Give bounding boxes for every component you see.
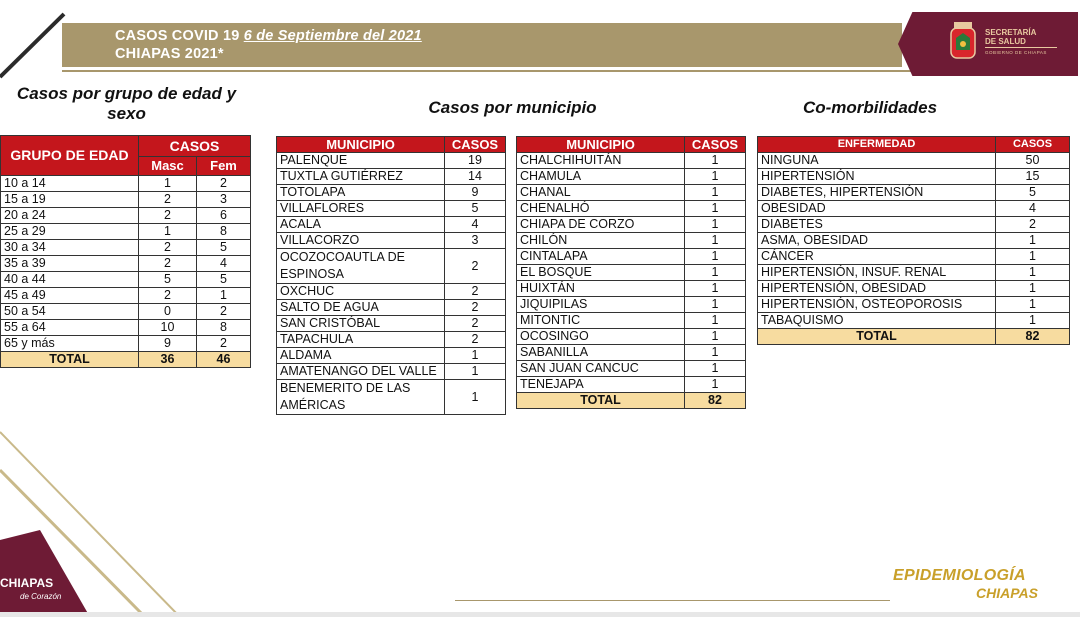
disease-cell: DIABETES — [758, 217, 996, 233]
municipio-name-cell: CHILÓN — [517, 233, 685, 249]
table-row — [758, 217, 1070, 233]
age-group-cell: 45 a 49 — [1, 288, 139, 304]
table-row — [1, 240, 251, 256]
disease-cases-cell: 1 — [996, 313, 1070, 329]
municipio-name-cell: OCOSINGO — [517, 329, 685, 345]
table-row — [1, 224, 251, 240]
table-row — [277, 316, 506, 332]
table-row — [517, 249, 746, 265]
municipio-name-cell: SAN JUAN CANCUC — [517, 361, 685, 377]
table-row — [758, 169, 1070, 185]
table-row — [277, 249, 506, 284]
municipio-name-cell: EL BOSQUE — [517, 265, 685, 281]
municipio-cases-cell: 1 — [685, 329, 746, 345]
disease-cell: CÁNCER — [758, 249, 996, 265]
total-label: TOTAL — [1, 352, 139, 368]
table-row — [277, 185, 506, 201]
municipio-cases-cell: 2 — [445, 284, 506, 300]
municipio-cases-cell: 2 — [445, 249, 506, 284]
table-row — [1, 256, 251, 272]
age-group-header: GRUPO DE EDAD — [1, 136, 139, 176]
fem-cell: 2 — [197, 304, 251, 320]
municipio-cases-cell: 2 — [445, 332, 506, 348]
disease-cases-cell: 1 — [996, 233, 1070, 249]
municipio-cases-cell: 1 — [445, 348, 506, 364]
municipio-cases-cell: 19 — [445, 153, 506, 169]
municipio-cases-cell: 2 — [445, 316, 506, 332]
casos-header: CASOS — [685, 137, 746, 153]
table-row — [517, 201, 746, 217]
disease-cell: HIPERTENSIÓN, OBESIDAD — [758, 281, 996, 297]
municipio-cases-cell: 3 — [445, 233, 506, 249]
municipio-name-cell: OCOZOCOAUTLA DE ESPINOSA — [277, 249, 445, 284]
fem-cell: 8 — [197, 320, 251, 336]
municipio-cases-cell: 9 — [445, 185, 506, 201]
table-row — [277, 153, 506, 169]
footer-line — [455, 600, 890, 601]
total-cases: 82 — [685, 393, 746, 409]
disease-header: ENFERMEDAD — [758, 137, 996, 153]
municipio-cases-cell: 2 — [445, 300, 506, 316]
table-row — [1, 304, 251, 320]
table-row — [517, 345, 746, 361]
municipio-cases-cell: 4 — [445, 217, 506, 233]
disease-cases-cell: 4 — [996, 201, 1070, 217]
table-row — [517, 233, 746, 249]
masc-cell: 1 — [139, 224, 197, 240]
title-prefix: CASOS COVID 19 — [115, 28, 240, 44]
municipio-cases-cell: 1 — [685, 185, 746, 201]
municipio-name-cell: OXCHUC — [277, 284, 445, 300]
municipio-name-cell: SABANILLA — [517, 345, 685, 361]
coat-of-arms-icon — [948, 18, 978, 66]
disease-cell: NINGUNA — [758, 153, 996, 169]
total-label: TOTAL — [758, 329, 996, 345]
disease-cell: ASMA, OBESIDAD — [758, 233, 996, 249]
fem-header: Fem — [197, 157, 251, 176]
municipio-cases-cell: 14 — [445, 169, 506, 185]
municipio-cases-cell: 1 — [685, 345, 746, 361]
fem-cell: 2 — [197, 176, 251, 192]
total-row — [517, 393, 746, 409]
municipio-name-cell: TENEJAPA — [517, 377, 685, 393]
municipio-cases-cell: 5 — [445, 201, 506, 217]
masc-cell: 2 — [139, 240, 197, 256]
logo-text: SECRETARÍA DE SALUD — [985, 28, 1037, 46]
age-group-cell: 10 a 14 — [1, 176, 139, 192]
municipio-section-title: Casos por municipio — [428, 98, 597, 117]
age-group-cell: 50 a 54 — [1, 304, 139, 320]
municipio-header: MUNICIPIO — [277, 137, 445, 153]
municipio-cases-cell: 1 — [445, 380, 506, 415]
masc-cell: 2 — [139, 208, 197, 224]
municipio-cases-cell: 1 — [685, 297, 746, 313]
municipio-name-cell: VILLAFLORES — [277, 201, 445, 217]
municipio-cases-cell: 1 — [685, 377, 746, 393]
masc-cell: 0 — [139, 304, 197, 320]
table-row — [758, 297, 1070, 313]
masc-cell: 2 — [139, 288, 197, 304]
municipio-cases-cell: 1 — [685, 281, 746, 297]
municipio-name-cell: CHAMULA — [517, 169, 685, 185]
disease-cell: OBESIDAD — [758, 201, 996, 217]
table-row — [277, 201, 506, 217]
table-row — [758, 281, 1070, 297]
table-row — [277, 284, 506, 300]
table-row — [517, 185, 746, 201]
municipio-cases-cell: 1 — [685, 265, 746, 281]
total-row — [758, 329, 1070, 345]
disease-cases-cell: 1 — [996, 281, 1070, 297]
disease-cell: HIPERTENSIÓN — [758, 169, 996, 185]
comorbidities-table — [757, 136, 1070, 345]
municipio-name-cell: JIQUIPILAS — [517, 297, 685, 313]
logo-subtext: GOBIERNO DE CHIAPAS — [985, 50, 1047, 55]
table-row — [1, 176, 251, 192]
total-masc: 36 — [139, 352, 197, 368]
comorb-section-title: Co-morbilidades — [802, 98, 938, 117]
table-row — [277, 348, 506, 364]
municipio-name-cell: CINTALAPA — [517, 249, 685, 265]
masc-cell: 2 — [139, 192, 197, 208]
municipio-table-2 — [516, 136, 746, 409]
total-fem: 46 — [197, 352, 251, 368]
masc-header: Masc — [139, 157, 197, 176]
fem-cell: 8 — [197, 224, 251, 240]
fem-cell: 6 — [197, 208, 251, 224]
fem-cell: 5 — [197, 272, 251, 288]
table-row — [277, 169, 506, 185]
disease-cell: HIPERTENSIÓN, OSTEOPOROSIS — [758, 297, 996, 313]
table-row — [1, 336, 251, 352]
table-row — [517, 281, 746, 297]
municipio-name-cell: BENEMERITO DE LAS AMÉRICAS — [277, 380, 445, 415]
age-group-cell: 30 a 34 — [1, 240, 139, 256]
municipio-cases-cell: 1 — [685, 313, 746, 329]
masc-cell: 10 — [139, 320, 197, 336]
table-row — [277, 332, 506, 348]
disease-cases-cell: 5 — [996, 185, 1070, 201]
table-row — [517, 297, 746, 313]
fem-cell: 3 — [197, 192, 251, 208]
masc-cell: 1 — [139, 176, 197, 192]
epidemiologia-subtitle: CHIAPAS — [976, 585, 1038, 601]
table-row — [517, 217, 746, 233]
disease-cases-cell: 1 — [996, 265, 1070, 281]
age-group-cell: 55 a 64 — [1, 320, 139, 336]
fem-cell: 5 — [197, 240, 251, 256]
casos-header: CASOS — [445, 137, 506, 153]
table-row — [758, 265, 1070, 281]
table-row — [277, 217, 506, 233]
table-row — [517, 329, 746, 345]
page-title — [115, 27, 422, 63]
municipio-name-cell: AMATENANGO DEL VALLE — [277, 364, 445, 380]
municipio-name-cell: TAPACHULA — [277, 332, 445, 348]
table-row — [1, 320, 251, 336]
municipio-name-cell: CHENALHÓ — [517, 201, 685, 217]
municipio-cases-cell: 1 — [685, 249, 746, 265]
disease-cell: TABAQUISMO — [758, 313, 996, 329]
chiapas-logo: CHIAPAS de Corazón — [0, 576, 62, 601]
disease-cases-cell: 2 — [996, 217, 1070, 233]
municipio-name-cell: ALDAMA — [277, 348, 445, 364]
table-row — [1, 192, 251, 208]
municipio-name-cell: TUXTLA GUTIÉRREZ — [277, 169, 445, 185]
table-row — [758, 153, 1070, 169]
table-row — [517, 169, 746, 185]
municipio-name-cell: TOTOLAPA — [277, 185, 445, 201]
table-row — [277, 380, 506, 415]
municipio-cases-cell: 1 — [685, 169, 746, 185]
municipio-cases-cell: 1 — [685, 201, 746, 217]
table-row — [517, 313, 746, 329]
table-row — [758, 249, 1070, 265]
masc-cell: 5 — [139, 272, 197, 288]
municipio-name-cell: SAN CRISTÓBAL — [277, 316, 445, 332]
logo-divider — [985, 47, 1057, 48]
age-table — [0, 135, 251, 368]
masc-cell: 9 — [139, 336, 197, 352]
table-row — [1, 288, 251, 304]
municipio-name-cell: PALENQUE — [277, 153, 445, 169]
title-line2: CHIAPAS 2021* — [115, 46, 224, 62]
municipio-cases-cell: 1 — [445, 364, 506, 380]
municipio-name-cell: CHANAL — [517, 185, 685, 201]
table-row — [517, 361, 746, 377]
fem-cell: 4 — [197, 256, 251, 272]
table-row — [758, 313, 1070, 329]
table-row — [277, 364, 506, 380]
disease-cell: HIPERTENSIÓN, INSUF. RENAL — [758, 265, 996, 281]
table-row — [517, 265, 746, 281]
table-row — [758, 185, 1070, 201]
age-group-cell: 25 a 29 — [1, 224, 139, 240]
municipio-cases-cell: 1 — [685, 361, 746, 377]
masc-cell: 2 — [139, 256, 197, 272]
age-group-cell: 40 a 44 — [1, 272, 139, 288]
municipio-cases-cell: 1 — [685, 233, 746, 249]
table-row — [277, 300, 506, 316]
epidemiologia-logo: EPIDEMIOLOGÍA — [893, 567, 1026, 584]
table-row — [517, 377, 746, 393]
age-section-title: Casos por grupo de edad y sexo — [16, 84, 237, 123]
age-group-cell: 20 a 24 — [1, 208, 139, 224]
table-row — [1, 272, 251, 288]
municipio-cases-cell: 1 — [685, 217, 746, 233]
municipio-name-cell: HUIXTÁN — [517, 281, 685, 297]
total-row — [1, 352, 251, 368]
disease-cases-cell: 15 — [996, 169, 1070, 185]
municipio-name-cell: SALTO DE AGUA — [277, 300, 445, 316]
total-cases: 82 — [996, 329, 1070, 345]
fem-cell: 1 — [197, 288, 251, 304]
table-row — [758, 201, 1070, 217]
municipio-table-1 — [276, 136, 506, 415]
table-row — [517, 153, 746, 169]
municipio-name-cell: VILLACORZO — [277, 233, 445, 249]
cases-header: CASOS — [139, 136, 251, 157]
municipio-header: MUNICIPIO — [517, 137, 685, 153]
municipio-name-cell: MITONTIC — [517, 313, 685, 329]
table-row — [1, 208, 251, 224]
disease-cases-cell: 1 — [996, 249, 1070, 265]
disease-cell: DIABETES, HIPERTENSIÓN — [758, 185, 996, 201]
age-group-cell: 35 a 39 — [1, 256, 139, 272]
total-label: TOTAL — [517, 393, 685, 409]
municipio-cases-cell: 1 — [685, 153, 746, 169]
age-group-cell: 15 a 19 — [1, 192, 139, 208]
disease-cases-cell: 50 — [996, 153, 1070, 169]
title-date: 6 de Septiembre del 2021 — [243, 28, 422, 44]
municipio-name-cell: CHALCHIHUITÁN — [517, 153, 685, 169]
table-row — [758, 233, 1070, 249]
bottom-strip — [0, 612, 1080, 617]
casos-header: CASOS — [996, 137, 1070, 153]
table-row — [277, 233, 506, 249]
municipio-name-cell: CHIAPA DE CORZO — [517, 217, 685, 233]
fem-cell: 2 — [197, 336, 251, 352]
age-group-cell: 65 y más — [1, 336, 139, 352]
disease-cases-cell: 1 — [996, 297, 1070, 313]
municipio-name-cell: ACALA — [277, 217, 445, 233]
